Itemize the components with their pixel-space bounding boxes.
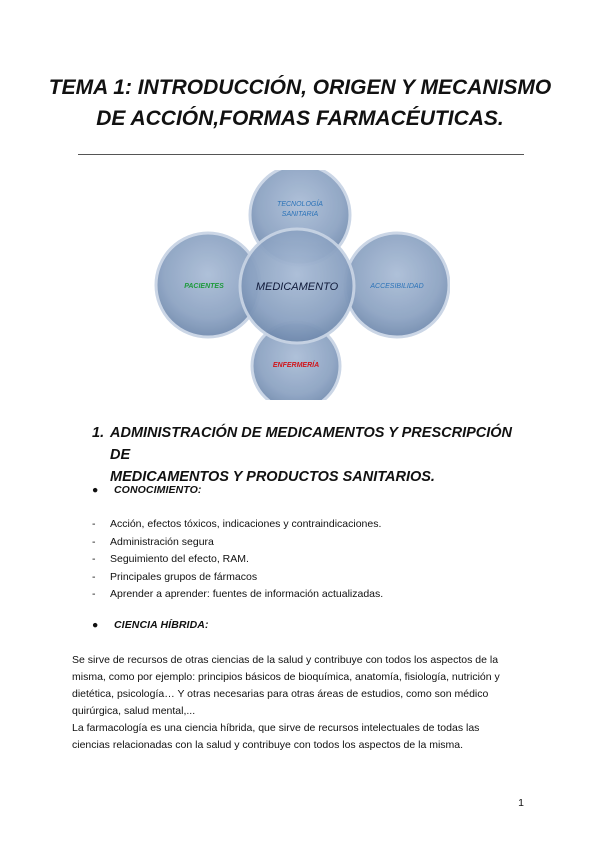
bullet-dot-icon: ●	[92, 484, 99, 496]
bullet-ciencia-label: CIENCIA HÍBRIDA:	[114, 619, 209, 631]
title-line-1: TEMA 1: INTRODUCCIÓN, ORIGEN Y MECANISMO	[48, 76, 552, 99]
label-right: ACCESIBILIDAD	[370, 283, 424, 290]
bullet-conocimiento	[92, 484, 201, 496]
body-paragraph	[72, 652, 534, 754]
bullet-dot-icon: ●	[92, 619, 99, 631]
list-item: - Acción, efectos tóxicos, indicaciones y contraindicaciones.	[92, 518, 382, 530]
bullet-ciencia-hibrida	[92, 619, 209, 631]
section-heading-line-2: MEDICAMENTOS Y PRODUCTOS SANITARIOS.	[110, 469, 435, 485]
list-item: - Aprender a aprender: fuentes de información actualizadas.	[92, 588, 384, 601]
paragraph-line: misma, como por ejemplo: principios básicos de bioquímica, anatomía, fisiología, nutrición y	[72, 671, 500, 683]
label-left: PACIENTES	[184, 283, 224, 290]
page-number: 1	[518, 797, 524, 809]
label-center: MEDICAMENTO	[255, 281, 339, 293]
label-bottom: ENFERMERÍA	[272, 362, 320, 369]
title-line-2: DE ACCIÓN,FORMAS FARMACÉUTICAS.	[96, 107, 504, 130]
conocimiento-list	[92, 516, 383, 604]
label-top-line-2: SANITARIA	[281, 211, 319, 218]
list-item: - Principales grupos de fármacos	[92, 570, 258, 583]
list-item: - Administración segura	[92, 535, 214, 548]
paragraph-line: dietética, psicología… Y otras necesarias para otras áreas de estudios, como son médico	[72, 688, 489, 700]
list-item: - Seguimiento del efecto, RAM.	[92, 553, 249, 566]
section-heading	[92, 422, 532, 488]
paragraph-line: Se sirve de recursos de otras ciencias de la salud y contribuye con todos los aspectos de la	[72, 654, 499, 666]
section-heading-line-1: ADMINISTRACIÓN DE MEDICAMENTOS Y PRESCRIPCIÓN DE	[110, 425, 513, 463]
paragraph-line: ciencias relacionadas con la salud y contribuye con todos los aspectos de la misma.	[72, 739, 464, 751]
label-top-line-1: TECNOLOGÍA	[277, 201, 323, 208]
paragraph-line: La farmacología es una ciencia híbrida, que sirve de recursos intelectuales de todas las	[72, 722, 480, 734]
medicamento-diagram	[150, 170, 450, 400]
page-title	[40, 72, 560, 134]
paragraph-line: quirúrgica, salud mental,...	[72, 705, 196, 717]
bullet-conocimiento-label: CONOCIMIENTO:	[114, 484, 202, 496]
section-number: 1.	[92, 425, 105, 441]
title-divider	[78, 154, 524, 155]
